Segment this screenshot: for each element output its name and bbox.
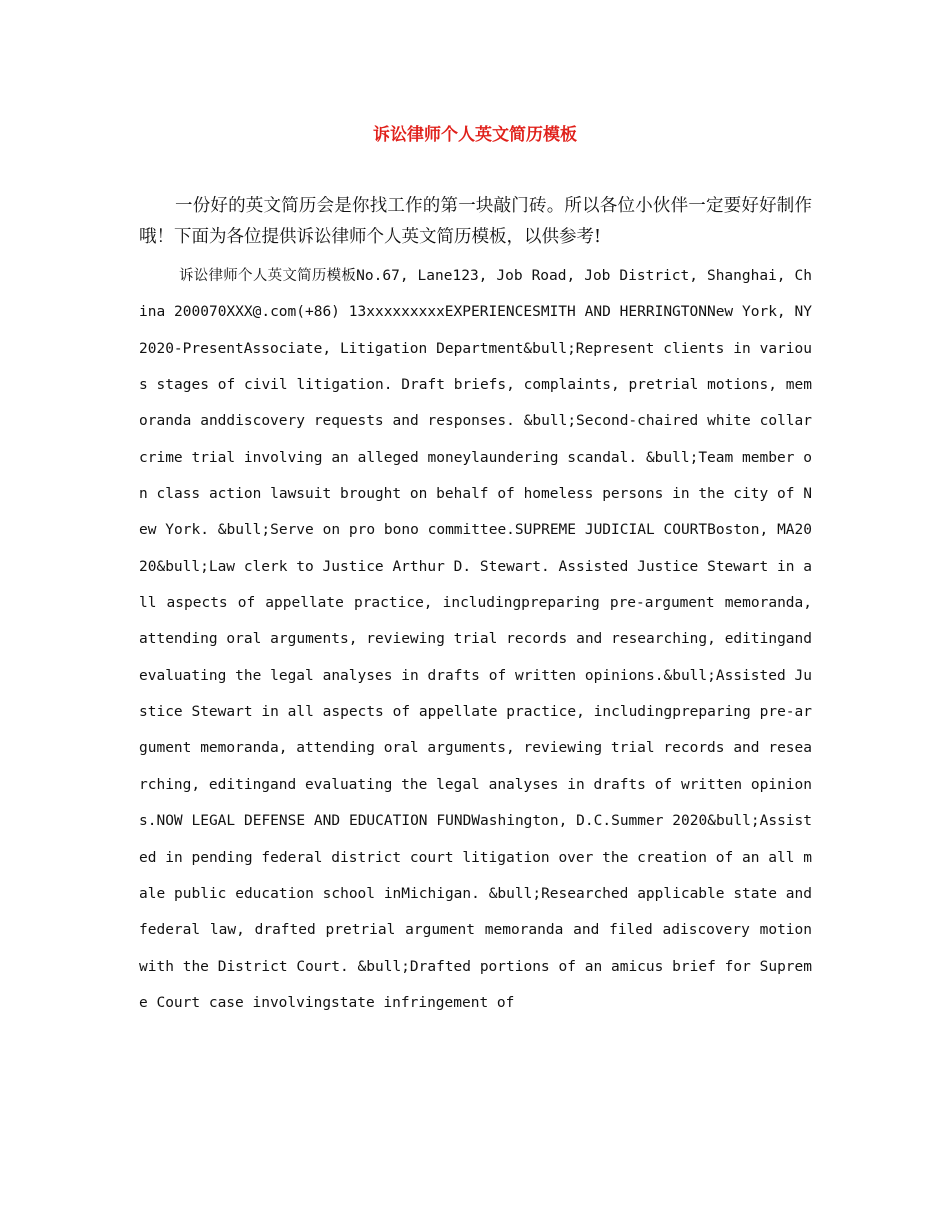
intro-paragraph: 一份好的英文简历会是你找工作的第一块敲门砖。所以各位小伙伴一定要好好制作哦！下面为各位提供诉讼律师个人英文简历模板，以供参考! [139, 196, 812, 247]
document-title: 诉讼律师个人英文简历模板 [373, 125, 577, 145]
resume-body-paragraph: 诉讼律师个人英文简历模板No.67, Lane123, Job Road, Job District, Shanghai, China 200070XXX@.com(+86) 13xxxxxxxxxEXPERIENCESMITH AND HERRINGTONNew York, NY2020-PresentAssociate, Litigation Department&bull;Represent clients in various stages of civil litigation. Draft briefs, complaints, pretrial motions, memoranda anddiscovery requests and responses. &bull;Second-chaired white collar crime trial involving an alleged moneylaundering scandal. &bull;Team member on class action lawsuit brought on behalf of homeless persons in the city of New York. &bull;Serve on pro bono committee.SUPREME JUDICIAL COURTBoston, MA2020&bull;Law clerk to Justice Arthur D. Stewart. Assisted Justice Stewart in all aspects of appellate practice, includingpreparing pre-argument memoranda, attending oral arguments, reviewing trial records and researching, editingand evaluating the legal analyses in drafts of written opinions.&bull;Assisted Justice Stewart in all aspects of appellate practice, includingpreparing pre-argument memoranda, attending oral arguments, reviewing trial records and researching, editingand evaluating the legal analyses in drafts of written opinions.NOW LEGAL DEFENSE AND EDUCATION FUNDWashington, D.C.Summer 2020&bull;Assisted in pending federal district court litigation over the creation of an all male public education school inMichigan. &bull;Researched applicable state and federal law, drafted pretrial argument memoranda and filed adiscovery motion with the District Court. &bull;Drafted portions of an amicus brief for Supreme Court case involvingstate infringement of [139, 268, 812, 1011]
